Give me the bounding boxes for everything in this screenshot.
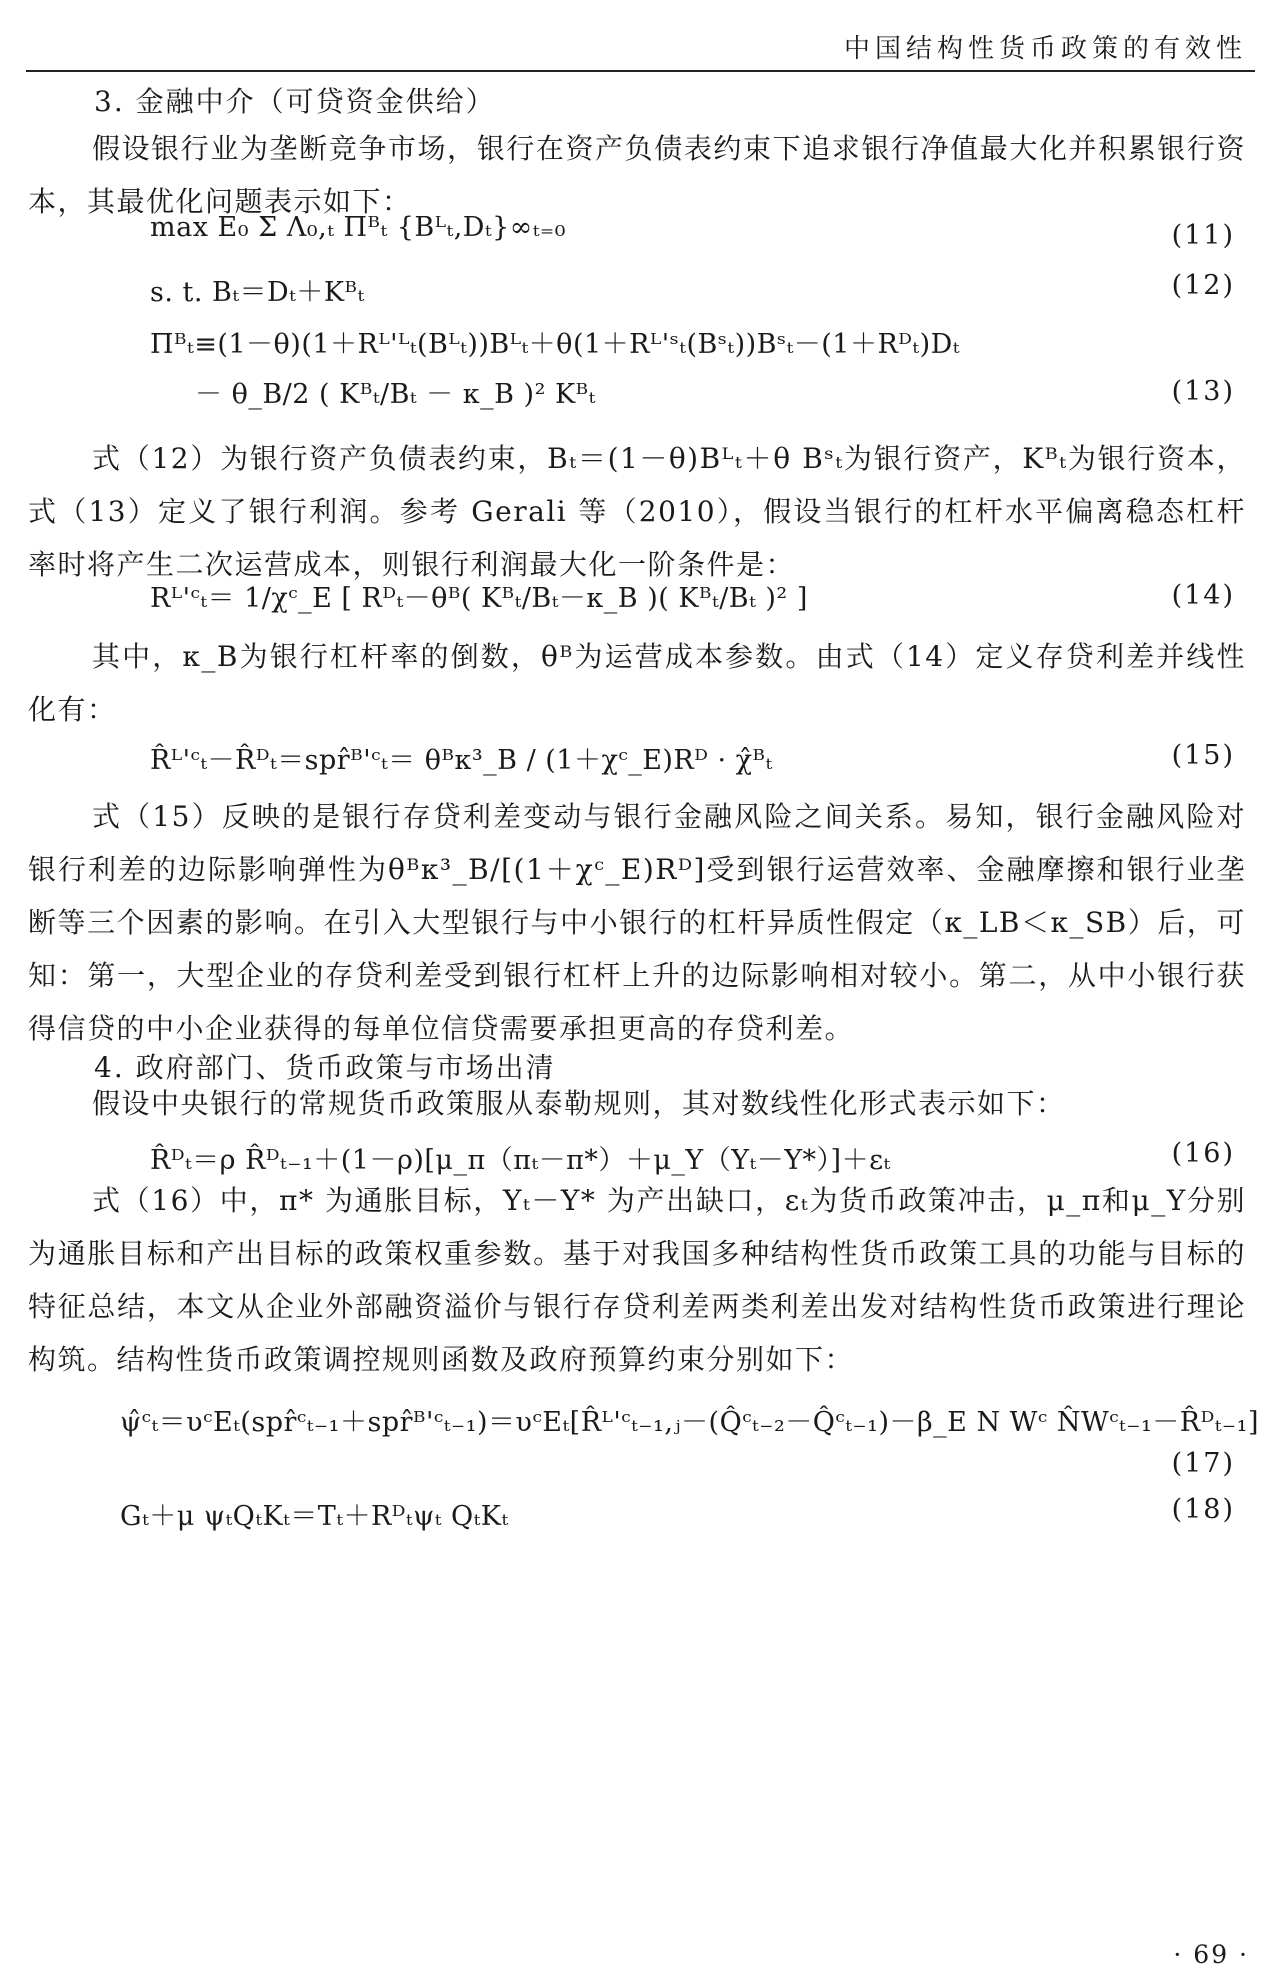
paragraph-5: 假设中央银行的常规货币政策服从泰勒规则，其对数线性化形式表示如下：	[92, 1087, 1066, 1120]
equation-number-13: (13)	[1171, 376, 1235, 407]
paragraph-4: 式（15）反映的是银行存贷利差变动与银行金融风险之间关系。易知，银行金融风险对银行利差的边际影响弹性为θᴮκ³_B/[(1＋χᶜ_E)Rᴰ]受到银行运营效率、金融摩擦和银行业垄断等三个因素的影响。在引入大型银行与中小银行的杠杆异质性假定（κ_LB＜κ_SB）后，可知：第一，大型企业的存贷利差受到银行杠杆上升的边际影响相对较小。第二，从中小银行获得信贷的中小企业获得的每单位信贷需要承担更高的存贷利差。	[28, 800, 1246, 1045]
section-heading-4: 4. 政府部门、货币政策与市场出清	[94, 1051, 556, 1084]
journal-title: 中国结构性货币政策的有效性	[843, 34, 1247, 64]
equation-number-18: (18)	[1171, 1494, 1235, 1525]
equation-13-line1: Πᴮₜ≡(1－θ)(1＋Rᴸ'ᴸₜ(Bᴸₜ))Bᴸₜ＋θ(1＋Rᴸ'ˢₜ(Bˢₜ))Bˢₜ－(1＋Rᴰₜ)Dₜ	[150, 329, 960, 360]
paragraph-1: 假设银行业为垄断竞争市场，银行在资产负债表约束下追求银行净值最大化并积累银行资本，其最优化问题表示如下：	[28, 132, 1246, 218]
equation-13-line2: － θ_B/2 ( Kᴮₜ/Bₜ － κ_B )² Kᴮₜ	[195, 379, 596, 410]
equation-number-12: (12)	[1171, 270, 1235, 301]
equation-number-16: (16)	[1171, 1138, 1235, 1169]
paragraph-3: 其中，κ_B为银行杠杆率的倒数，θᴮ为运营成本参数。由式（14）定义存贷利差并线性化有：	[28, 640, 1246, 726]
paragraph-2: 式（12）为银行资产负债表约束，Bₜ＝(1－θ)Bᴸₜ＋θ Bˢₜ为银行资产，Kᴮₜ为银行资本，式（13）定义了银行利润。参考 Gerali 等（2010），假设当银行的杠杆水平偏离稳态杠杆率时将产生二次运营成本，则银行利润最大化一阶条件是：	[28, 442, 1246, 581]
equation-15: R̂ᴸ'ᶜₜ－R̂ᴰₜ＝spr̂ᴮ'ᶜₜ＝ θᴮκ³_B / (1＋χᶜ_E)Rᴰ · χ̂ᴮₜ	[150, 745, 773, 776]
running-header	[26, 18, 1255, 72]
equation-17: ψ̂ᶜₜ＝υᶜEₜ(spr̂ᶜₜ₋₁＋spr̂ᴮ'ᶜₜ₋₁)＝υᶜEₜ[R̂ᴸ'ᶜₜ₋₁,ⱼ－(Q̂ᶜₜ₋₂－Q̂ᶜₜ₋₁)－β_E N Wᶜ N̂Wᶜₜ₋₁－R̂ᴰₜ₋₁]	[120, 1407, 1260, 1438]
equation-number-17: (17)	[1171, 1448, 1235, 1479]
equation-18: Gₜ＋μ ψₜQₜKₜ＝Tₜ＋Rᴰₜψₜ QₜKₜ	[120, 1501, 509, 1532]
equation-number-11: (11)	[1171, 220, 1235, 251]
section-heading-3: 3. 金融中介（可贷资金供给）	[94, 85, 496, 118]
equation-11: max E₀ Σ Λ₀,ₜ Πᴮₜ {Bᴸₜ,Dₜ}∞ₜ₌₀	[150, 212, 566, 243]
page-number: · 69 ·	[1173, 1940, 1249, 1969]
equation-number-14: (14)	[1171, 580, 1235, 611]
paragraph-6: 式（16）中，π* 为通胀目标，Yₜ－Y* 为产出缺口，εₜ为货币政策冲击，μ_π和μ_Y分别为通胀目标和产出目标的政策权重参数。基于对我国多种结构性货币政策工具的功能与目标的特征总结，本文从企业外部融资溢价与银行存贷利差两类利差出发对结构性货币政策进行理论构筑。结构性货币政策调控规则函数及政府预算约束分别如下：	[28, 1184, 1246, 1376]
equation-number-15: (15)	[1171, 740, 1235, 771]
equation-14: Rᴸ'ᶜₜ＝ 1/χᶜ_E [ Rᴰₜ－θᴮ( Kᴮₜ/Bₜ－κ_B )( Kᴮₜ/Bₜ )² ]	[150, 583, 808, 614]
equation-12: s. t. Bₜ＝Dₜ＋Kᴮₜ	[150, 277, 365, 308]
equation-16: R̂ᴰₜ＝ρ R̂ᴰₜ₋₁＋(1－ρ)[μ_π（πₜ－π*）＋μ_Y（Yₜ－Y*）]＋εₜ	[150, 1145, 891, 1176]
